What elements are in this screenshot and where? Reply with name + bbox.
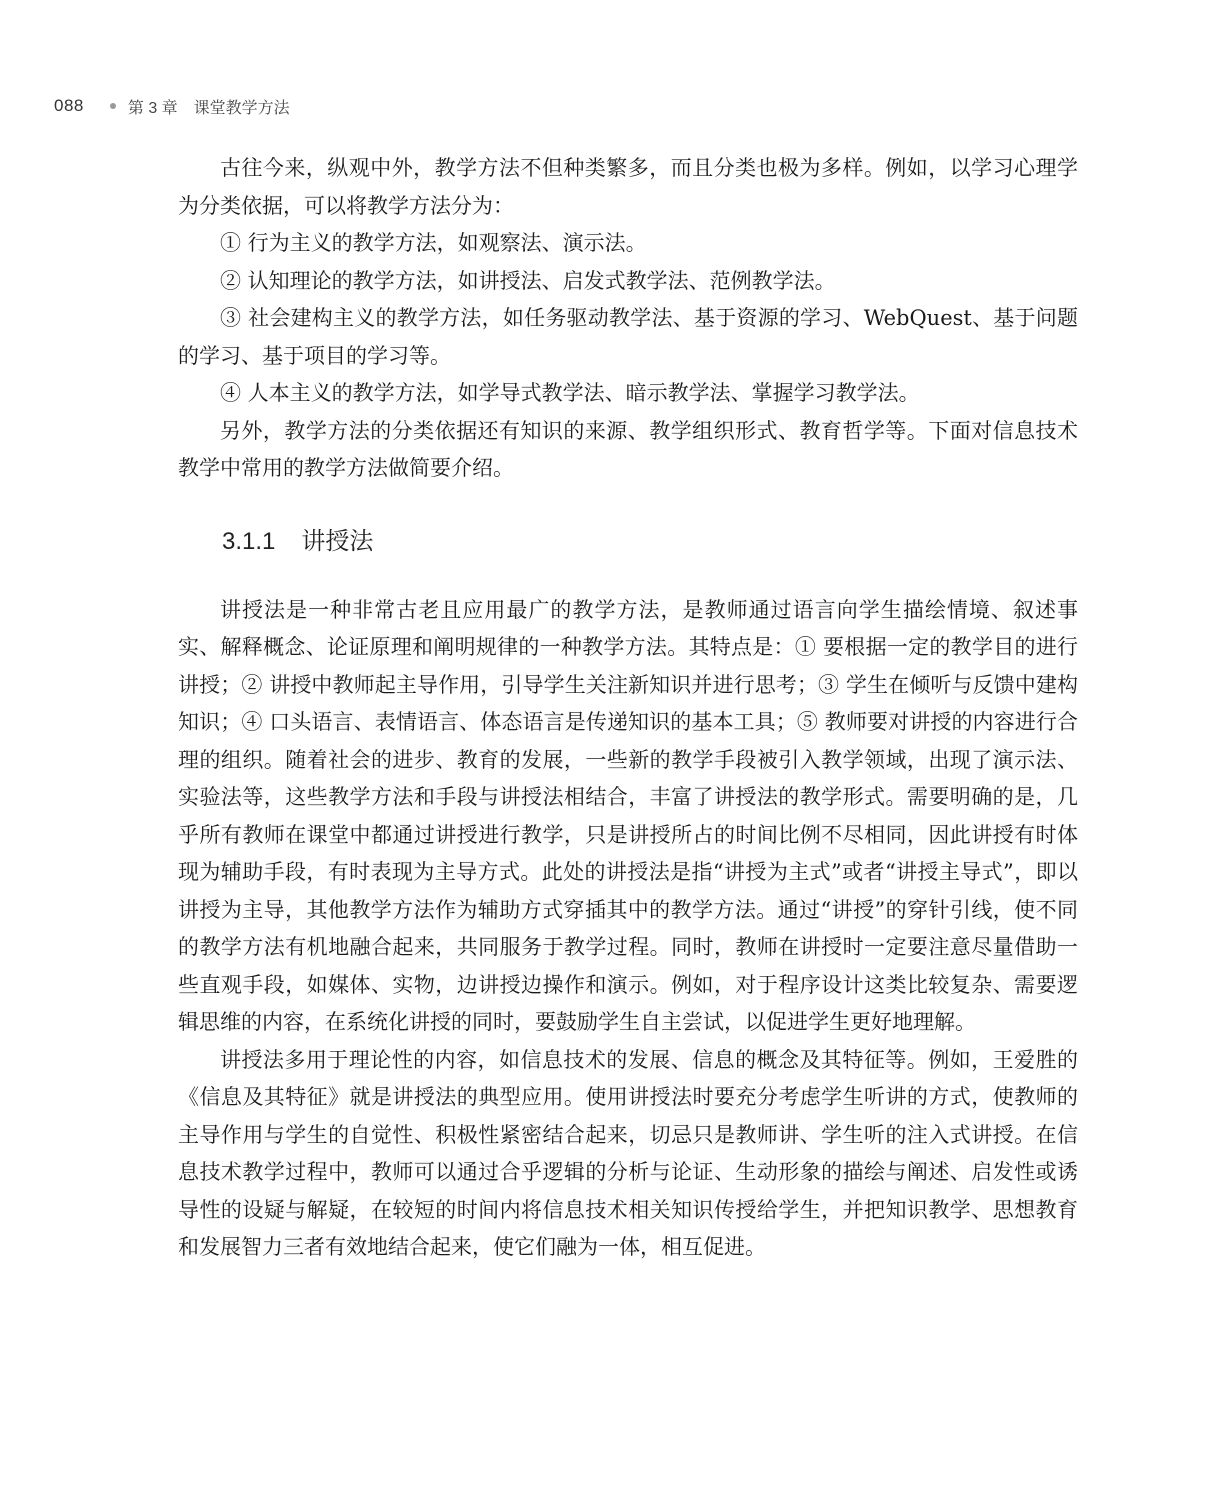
section-paragraph: 讲授法是一种非常古老且应用最广的教学方法，是教师通过语言向学生描绘情境、叙述事实、解释概念、论证原理和阐明规律的一种教学方法。其特点是：① 要根据一定的教学目的进行讲授；② 讲授中教师起主导作用，引导学生关注新知识并进行思考；③ 学生在倾听与反馈中建构知识；④ 口头语言、表情语言、体态语言是传递知识的基本工具；⑤ 教师要对讲授的内容进行合理的组织。随着社会的进步、教育的发展，一些新的教学手段被引入教学领域，出现了演示法、实验法等，这些教学方法和手段与讲授法相结合，丰富了讲授法的教学形式。需要明确的是，几乎所有教师在课堂中都通过讲授进行教学，只是讲授所占的时间比例不尽相同，因此讲授有时体现为辅助手段，有时表现为主导方式。此处的讲授法是指“讲授为主式”或者“讲授主导式”，即以讲授为主导，其他教学方法作为辅助方式穿插其中的教学方法。通过“讲授”的穿针引线，使不同的教学方法有机地融合起来，共同服务于教学过程。同时，教师在讲授时一定要注意尽量借助一些直观手段，如媒体、实物，边讲授边操作和演示。例如，对于程序设计这类比较复杂、需要逻辑思维的内容，在系统化讲授的同时，要鼓励学生自主尝试，以促进学生更好地理解。 <box>178 597 1078 1034</box>
page-header <box>54 94 290 118</box>
classification-item-behaviorism: ① 行为主义的教学方法，如观察法、演示法。 <box>220 231 647 255</box>
classification-item-constructivism: ③ 社会建构主义的教学方法，如任务驱动教学法、基于资源的学习、WebQuest、基于问题的学习、基于项目的学习等。 <box>178 306 1078 368</box>
page-body <box>178 150 1078 1267</box>
bullet-dot-icon <box>110 103 116 109</box>
section-number: 3.1.1 <box>222 527 276 555</box>
classification-item-humanism: ④ 人本主义的教学方法，如学导式教学法、暗示教学法、掌握学习教学法。 <box>220 381 920 405</box>
page-number: 088 <box>54 96 84 115</box>
section-title: 讲授法 <box>301 527 374 555</box>
section-paragraph: 讲授法多用于理论性的内容，如信息技术的发展、信息的概念及其特征等。例如，王爱胜的《信息及其特征》就是讲授法的典型应用。使用讲授法时要充分考虑学生听讲的方式，使教师的主导作用与学生的自觉性、积极性紧密结合起来，切忌只是教师讲、学生听的注入式讲授。在信息技术教学过程中，教师可以通过合乎逻辑的分析与论证、生动形象的描绘与阐述、启发性或诱导性的设疑与解疑，在较短的时间内将信息技术相关知识传授给学生，并把知识教学、思想教育和发展智力三者有效地结合起来，使它们融为一体，相互促进。 <box>178 1047 1078 1259</box>
chapter-label: 第 3 章 课堂教学方法 <box>127 99 290 117</box>
intro-paragraph-closing: 另外，教学方法的分类依据还有知识的来源、教学组织形式、教育哲学等。下面对信息技术教学中常用的教学方法做简要介绍。 <box>178 418 1078 480</box>
intro-paragraph: 古往今来，纵观中外，教学方法不但种类繁多，而且分类也极为多样。例如，以学习心理学为分类依据，可以将教学方法分为： <box>178 156 1078 218</box>
section-heading <box>222 522 1078 562</box>
classification-item-cognitive: ② 认知理论的教学方法，如讲授法、启发式教学法、范例教学法。 <box>220 268 836 293</box>
